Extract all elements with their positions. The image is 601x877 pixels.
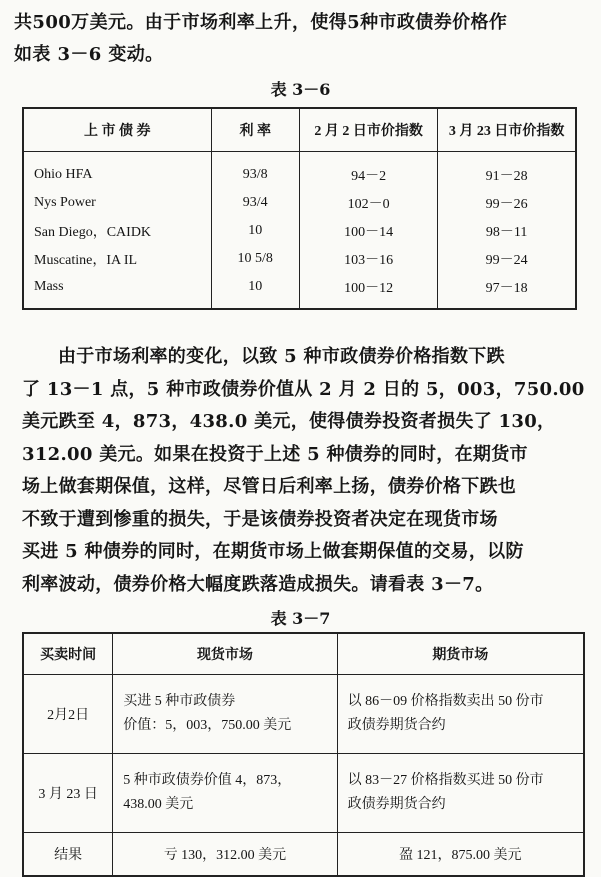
paragraph-line: 了 13－1 点，5 种市政债券价值从 2 月 2 日的 5，003，750.00 [22, 378, 585, 400]
cell-line: 政债券期货合约 [347, 718, 446, 733]
feb2-index: 100－14 [299, 217, 437, 245]
bond-name: Muscatine，IA IL [23, 245, 211, 273]
spot-result: 亏 130，312.00 美元 [113, 833, 337, 877]
header-trade-time: 买卖时间 [23, 633, 113, 675]
mar23-index: 99－24 [485, 253, 528, 268]
feb2-index: 102－0 [299, 189, 437, 217]
trade-time: 2月2日 [23, 675, 113, 754]
spot-market-cell [113, 675, 337, 754]
table-row [23, 245, 576, 273]
paragraph-line: 利率波动，债券价格大幅度跌落造成损失。请看表 3－7。 [22, 573, 494, 595]
bond-name: Nys Power [23, 189, 211, 217]
futures-market-cell [337, 675, 584, 754]
paragraph-line: 由于市场利率的变化，以致 5 种市政债券价格指数下跌 [58, 346, 505, 367]
header-bond: 上 市 债 券 [23, 108, 211, 152]
trade-time: 3 月 23 日 [23, 754, 113, 833]
table-row [23, 833, 584, 877]
table-header-row [23, 633, 584, 675]
paragraph-line: 场上做套期保值，这样，尽管日后利率上扬，债券价格下跌也 [22, 476, 517, 497]
cell-line: 438.00 美元 [123, 797, 194, 812]
spot-market-cell [113, 754, 337, 833]
table-row [23, 675, 584, 754]
table-row [23, 273, 576, 309]
body-paragraph [22, 342, 585, 602]
paragraph-line: 312.00 美元。如果在投资于上述 5 种债券的同时，在期货市 [22, 443, 528, 465]
feb2-index: 94－2 [299, 152, 437, 190]
result-label: 结果 [23, 833, 113, 877]
bond-rate: 93/4 [211, 189, 299, 217]
intro-line-1: 共500万美元。由于市场利率上升，使得5种市政债券价格作 [14, 12, 508, 33]
bond-name: Ohio HFA [23, 152, 211, 190]
cell-line: 以 86－09 价格指数卖出 50 份市 [347, 694, 544, 709]
header-rate: 利 率 [211, 108, 299, 152]
table-header-row [23, 108, 576, 152]
table-3-7-caption: 表 3－7 [270, 609, 331, 628]
cell-line: 5 种市政债券价值 4，873， [123, 773, 292, 788]
intro-line-2: 如表 3－6 变动。 [14, 44, 164, 65]
bond-rate: 10 [211, 273, 299, 309]
paragraph-line: 不致于遭到惨重的损失，于是该债券投资者决定在现货市场 [22, 508, 498, 530]
feb2-index: 103－16 [299, 245, 437, 273]
cell-line: 价值：5，003，750.00 美元 [123, 718, 292, 733]
mar23-index: 99－26 [485, 197, 528, 212]
cell-line: 政债券期货合约 [347, 797, 446, 812]
cell-line: 以 83－27 价格指数买进 50 份市 [347, 773, 544, 788]
cell-line: 买进 5 种市政债券 [123, 694, 236, 709]
header-feb2-index: 2 月 2 日市价指数 [299, 108, 437, 152]
futures-market-cell [337, 754, 584, 833]
feb2-index: 100－12 [299, 273, 437, 309]
paragraph-line: 美元跌至 4，873，438.0 美元，使得债券投资者损失了 130， [22, 411, 556, 432]
table-row [23, 152, 576, 190]
futures-result: 盈 121，875.00 美元 [337, 833, 584, 877]
mar23-index: 98－11 [485, 225, 528, 240]
mar23-index: 91－28 [485, 169, 528, 184]
bond-name: San Diego，CAIDK [23, 217, 211, 245]
header-mar23-index: 3 月 23 日市价指数 [438, 108, 576, 152]
table-3-7 [22, 632, 585, 877]
bond-rate: 10 5/8 [211, 245, 299, 273]
table-row [23, 754, 584, 833]
table-row [23, 189, 576, 217]
header-futures-market: 期货市场 [337, 633, 584, 675]
bond-name: Mass [23, 273, 211, 309]
paragraph-line: 买进 5 种债券的同时，在期货市场上做套期保值的交易，以防 [22, 541, 524, 562]
mar23-index: 97－18 [485, 281, 528, 296]
table-3-6 [22, 107, 577, 310]
header-spot-market: 现货市场 [113, 633, 337, 675]
table-row [23, 217, 576, 245]
table-3-6-caption: 表 3－6 [270, 80, 331, 99]
bond-rate: 93/8 [211, 152, 299, 190]
bond-rate: 10 [211, 217, 299, 245]
